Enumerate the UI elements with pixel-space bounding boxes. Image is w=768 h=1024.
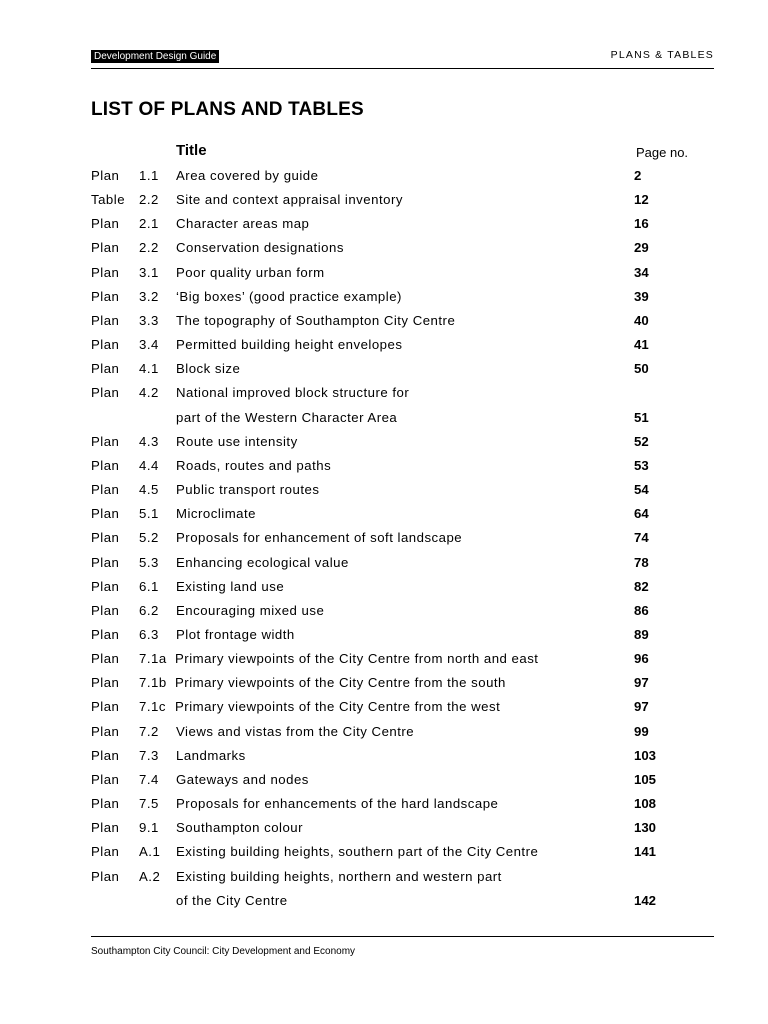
list-item-title: Proposals for enhancement of soft landscape <box>176 530 463 546</box>
list-item-page: 99 <box>634 723 649 739</box>
list-item <box>0 213 768 237</box>
list-item-type: Plan <box>91 723 120 739</box>
list-item-page: 96 <box>634 651 649 667</box>
list-item-page: 50 <box>634 361 649 377</box>
list-item-title: of the City Centre <box>176 892 288 908</box>
list-item-page: 52 <box>634 433 649 449</box>
list-item-type: Plan <box>91 554 120 570</box>
list-item-type: Plan <box>91 651 120 667</box>
column-header-page: Page no. <box>636 145 689 160</box>
list-item <box>0 165 768 189</box>
list-item-type: Plan <box>91 796 120 812</box>
list-item-type: Plan <box>91 361 120 377</box>
list-item-title: Primary viewpoints of the City Centre from north and east <box>175 651 539 667</box>
column-header-title: Title <box>176 142 207 159</box>
list-item-title: Poor quality urban form <box>176 264 325 280</box>
list-item-page: 130 <box>634 820 657 836</box>
plans-tables-list <box>0 165 768 914</box>
list-item <box>0 455 768 479</box>
list-item-number: 7.2 <box>139 723 159 739</box>
footer-rule <box>91 936 714 937</box>
list-item-number: 4.3 <box>139 433 159 449</box>
list-item-page: 97 <box>634 675 649 691</box>
list-item <box>0 793 768 817</box>
list-item-type: Plan <box>91 433 120 449</box>
list-item-number: 5.2 <box>139 530 159 546</box>
list-item-page: 82 <box>634 578 649 594</box>
header-rule <box>91 68 714 69</box>
list-item <box>0 841 768 865</box>
list-item-title: Microclimate <box>176 506 257 522</box>
list-item <box>0 407 768 431</box>
list-item <box>0 189 768 213</box>
list-item-type: Plan <box>91 868 120 884</box>
list-item-number: 6.2 <box>139 602 159 618</box>
list-item-type: Plan <box>91 699 120 715</box>
list-item <box>0 479 768 503</box>
list-item-title: part of the Western Character Area <box>176 409 398 425</box>
list-item <box>0 237 768 261</box>
list-item-title: ‘Big boxes’ (good practice example) <box>176 288 402 304</box>
list-item-type: Plan <box>91 457 120 473</box>
list-item-page: 34 <box>634 264 649 280</box>
list-item <box>0 382 768 406</box>
list-item-page: 74 <box>634 530 649 546</box>
list-item-page: 97 <box>634 699 649 715</box>
list-item <box>0 262 768 286</box>
list-item-type: Plan <box>91 168 120 183</box>
list-item-type: Plan <box>91 771 120 787</box>
list-item-number: A.2 <box>139 868 161 884</box>
list-item-number: 5.1 <box>139 506 159 522</box>
list-item <box>0 817 768 841</box>
list-item-title: Existing land use <box>176 578 285 594</box>
list-item-page: 64 <box>634 506 649 522</box>
list-item-page: 53 <box>634 457 649 473</box>
footer-text: Southampton City Council: City Development and Economy <box>91 946 356 957</box>
list-item-page: 142 <box>634 892 657 908</box>
list-item <box>0 286 768 310</box>
list-item-title: Landmarks <box>176 747 246 763</box>
list-item-number: 4.4 <box>139 457 159 473</box>
list-item-number: 7.4 <box>139 771 159 787</box>
list-item <box>0 334 768 358</box>
list-item-type: Plan <box>91 820 120 836</box>
list-item-number: 7.1a <box>139 651 167 667</box>
list-item-type: Plan <box>91 626 120 642</box>
list-item-title: Proposals for enhancements of the hard landscape <box>176 796 499 812</box>
list-item-number: 2.2 <box>139 192 159 208</box>
list-item-type: Plan <box>91 844 120 860</box>
list-item-title: The topography of Southampton City Centre <box>176 312 456 328</box>
list-item-page: 2 <box>634 168 642 183</box>
list-item-number: 5.3 <box>139 554 159 570</box>
list-item-type: Plan <box>91 675 120 691</box>
list-item <box>0 672 768 696</box>
list-item-type: Plan <box>91 337 120 353</box>
list-item-number: 4.5 <box>139 482 159 498</box>
header-document-label: Development Design Guide <box>91 50 219 63</box>
list-item-type: Plan <box>91 240 120 256</box>
list-item-type: Plan <box>91 216 120 232</box>
list-item-title: Gateways and nodes <box>176 771 309 787</box>
list-item-title: Existing building heights, southern part of the City Centre <box>176 844 539 860</box>
list-item-number: 3.3 <box>139 312 159 328</box>
list-item-type: Plan <box>91 747 120 763</box>
list-item-title: Southampton colour <box>176 820 304 836</box>
list-item-number: 3.1 <box>139 264 159 280</box>
list-item-title: Roads, routes and paths <box>176 457 332 473</box>
list-item-title: Enhancing ecological value <box>176 554 349 570</box>
list-item <box>0 624 768 648</box>
list-item-title: Views and vistas from the City Centre <box>176 723 415 739</box>
list-item-number: 9.1 <box>139 820 159 836</box>
list-item <box>0 769 768 793</box>
list-item-title: Encouraging mixed use <box>176 602 325 618</box>
list-item <box>0 503 768 527</box>
list-item-number: 7.5 <box>139 796 159 812</box>
list-item-type: Plan <box>91 506 120 522</box>
list-item <box>0 866 768 890</box>
list-item-type: Plan <box>91 530 120 546</box>
list-item-page: 108 <box>634 796 657 812</box>
list-item-page: 40 <box>634 312 649 328</box>
list-item <box>0 310 768 334</box>
list-item <box>0 696 768 720</box>
list-item <box>0 648 768 672</box>
list-item-number: 7.1c <box>139 699 166 715</box>
list-item-number: 7.1b <box>139 675 167 691</box>
list-item-title: Primary viewpoints of the City Centre from the south <box>175 675 506 691</box>
list-item <box>0 600 768 624</box>
list-item-title: Route use intensity <box>176 433 298 449</box>
list-item-type: Plan <box>91 482 120 498</box>
list-item-title: Existing building heights, northern and western part <box>176 868 502 884</box>
list-item-title: Block size <box>176 361 241 377</box>
list-item-number: 4.1 <box>139 361 159 377</box>
list-item-type: Plan <box>91 312 120 328</box>
list-item-number: 6.1 <box>139 578 159 594</box>
list-item-type: Plan <box>91 578 120 594</box>
list-item <box>0 721 768 745</box>
list-item-page: 54 <box>634 482 649 498</box>
list-item-number: 7.3 <box>139 747 159 763</box>
list-item-type: Table <box>91 192 126 208</box>
list-item-number: 2.2 <box>139 240 159 256</box>
list-item <box>0 552 768 576</box>
list-item <box>0 431 768 455</box>
page-title: LIST OF PLANS AND TABLES <box>91 99 364 120</box>
list-item-title: Public transport routes <box>176 482 320 498</box>
list-item-title: Character areas map <box>176 216 310 232</box>
list-item <box>0 890 768 914</box>
list-item-number: 6.3 <box>139 626 159 642</box>
list-item-type: Plan <box>91 602 120 618</box>
list-item-page: 141 <box>634 844 657 860</box>
list-item-page: 41 <box>634 337 649 353</box>
list-item-number: A.1 <box>139 844 161 860</box>
list-item-title: National improved block structure for <box>176 385 410 401</box>
list-item-number: 4.2 <box>139 385 159 401</box>
list-item-type: Plan <box>91 288 120 304</box>
header-section-label: PLANS & TABLES <box>610 49 714 61</box>
list-item-number: 3.2 <box>139 288 159 304</box>
list-item <box>0 527 768 551</box>
list-item-page: 16 <box>634 216 649 232</box>
list-item-number: 1.1 <box>139 168 159 183</box>
list-item-page: 86 <box>634 602 649 618</box>
list-item-number: 3.4 <box>139 337 159 353</box>
list-item <box>0 745 768 769</box>
list-item-page: 78 <box>634 554 649 570</box>
list-item <box>0 358 768 382</box>
list-item-type: Plan <box>91 264 120 280</box>
list-item-title: Primary viewpoints of the City Centre from the west <box>175 699 501 715</box>
list-item-page: 103 <box>634 747 657 763</box>
list-item-title: Permitted building height envelopes <box>176 337 403 353</box>
list-item-title: Site and context appraisal inventory <box>176 192 403 208</box>
list-item-page: 89 <box>634 626 649 642</box>
list-item-page: 51 <box>634 409 649 425</box>
list-item-page: 12 <box>634 192 649 208</box>
list-item-number: 2.1 <box>139 216 159 232</box>
list-item-page: 39 <box>634 288 649 304</box>
list-item-title: Plot frontage width <box>176 626 295 642</box>
list-item-type: Plan <box>91 385 120 401</box>
list-item-page: 29 <box>634 240 649 256</box>
list-item-title: Area covered by guide <box>176 168 319 183</box>
list-item-title: Conservation designations <box>176 240 344 256</box>
list-item-page: 105 <box>634 771 657 787</box>
list-item <box>0 576 768 600</box>
